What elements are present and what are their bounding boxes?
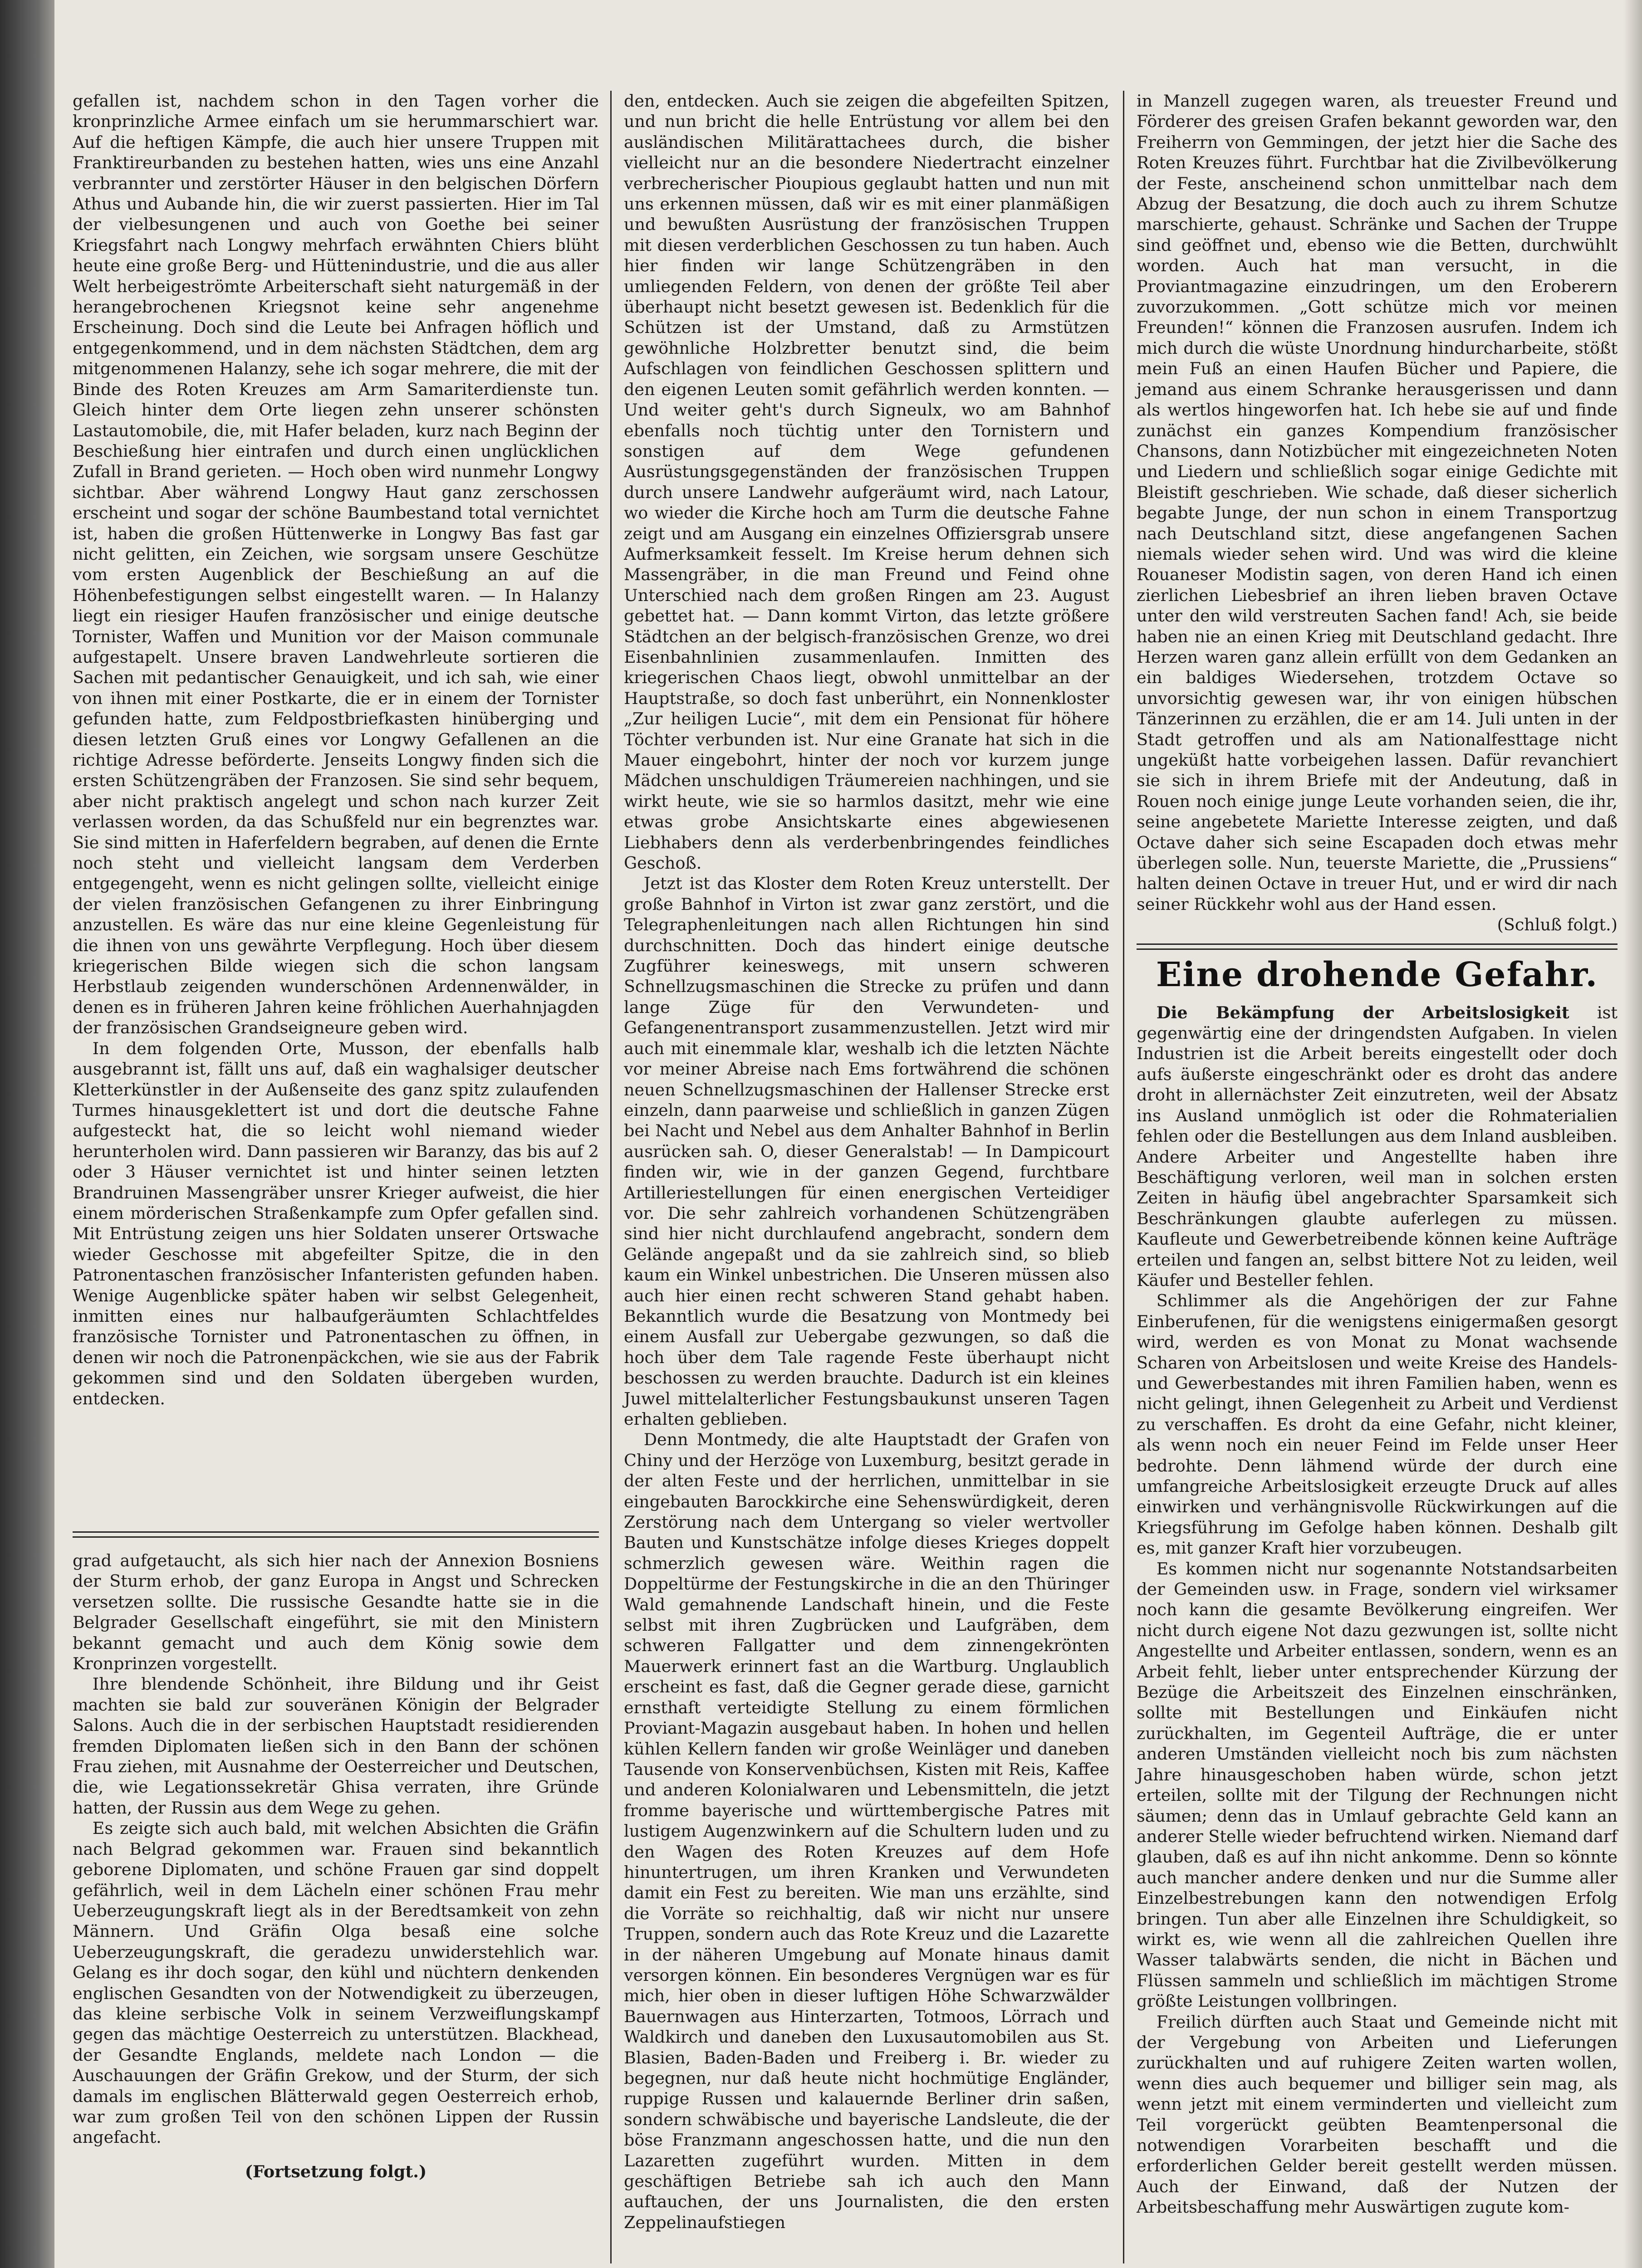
column-1-lower [73, 1550, 599, 2182]
column-divider [1123, 91, 1124, 2263]
col1-lower-paragraph: Es zeigte sich auch bald, mit welchen Absichten die Gräfin nach Belgrad gekommen war. Frauen sind bekanntlich geborene Diplomaten, und schöne Frauen gar sind doppelt gefährlich, weil in dem Lächeln einer schönen Frau mehr Ueberzeugungskraft liegt als in der Beredtsamkeit von zehn Männern. Und Gräfin Olga besaß eine solche Ueberzeugungskraft, die geradezu unwiderstehlich war. Gelang es ihr doch sogar, den kühl und nüchtern denkenden englischen Gesandten von der Notwendigkeit zu überzeugen, das kleine serbische Volk in seinem Verzweiflungskampf gegen das mächtige Oesterreich zu unterstützen. Blackhead, der Gesandte Englands, meldete nach London — die Auschauungen der Gräfin Grekow, und der Sturm, der sich damals im englischen Blätterwald gegen Oesterreich erhob, war zum großen Teil von den schönen Lippen der Russin angefacht. [73, 1818, 599, 2147]
col3-paragraph: in Manzell zugegen waren, als treuester Freund und Förderer des greisen Grafen bekannt geworden war, den Freiherrn von Gemmingen, der jetzt hier die Sache des Roten Kreuzes führt. Furchtbar hat die Zivilbevölkerung der Feste, anscheinend schon unmittelbar nach dem Abzug der Besatzung, die doch auch zu ihrem Schutze marschierte, gehaust. Schränke und Sachen der Truppe sind geöffnet und, ebenso wie die Betten, durchwühlt worden. Auch hat man versucht, in die Proviantmagazine einzudringen, um den Eroberern zuvorzukommen. „Gott schütze mich vor meinen Freunden!“ können die Franzosen ausrufen. Indem ich mich durch die wüste Unordnung hindurcharbeite, stößt mein Fuß an einen Haufen Bücher und Papiere, die jemand aus einem Schranke herausgerissen und dann als wertlos hingeworfen hat. Ich hebe sie auf und finde zunächst ein ganzes Kompendium französischer Chansons, dann Notizbücher mit eingezeichneten Noten und Liedern und schließlich sogar einige Gedichte mit Bleistift geschrieben. Wie schade, daß dieser sicherlich begabte Junge, der nun schon in einem Transportzug nach Deutschland sitzt, diese angefangenen Sachen niemals wieder sehen wird. Und was wird die kleine Rouaneser Modistin sagen, von deren Hand ich einen zierlichen Liebesbrief an ihren lieben braven Octave unter den wild verstreuten Sachen fand! Ach, sie beide haben nie an einen Krieg mit Deutschland gedacht. Ihre Herzen waren ganz allein erfüllt von dem Gedanken an ein baldiges Wiedersehen, trotzdem Octave so unvorsichtig gewesen war, ihr von einigen hübschen Tänzerinnen zu erzählen, die er am 14. Juli unten in der Stadt getroffen und als am Nationalfesttage nicht ungeküßt hatte vorbeigehen lassen. Dafür revanchiert sie sich in ihrem Briefe mit der Andeutung, daß in Rouen noch einige junge Leute vorhanden seien, die ihr, seine angebetete Mariette Interesse zeigten, und daß Octave daher sich seine Escapaden doch etwas mehr überlegen solle. Nun, teuerste Mariette, die „Prussiens“ halten deinen Octave in treuer Hut, und er wird dir nach seiner Rückkehr wohl aus der Hand essen. [1137, 91, 1617, 914]
article-lead-text: ist gegenwärtig eine der dringendsten Aufgaben. In vielen Industrien ist die Arbeit bereits eingestellt oder doch aufs äußerste eingeschränkt oder es droht das andere droht in allernächster Zeit einzutreten, weil der Absatz ins Ausland unmöglich ist oder die Rohmaterialien fehlen oder die Bestellungen aus dem Inland ausbleiben. Andere Arbeiter und Angestellte haben ihre Beschäftigung verloren, weil man in solchen ersten Zeiten in häufig übel angebrachter Sparsamkeit sich Beschränkungen glaubte auferlegen zu müssen. Kaufleute und Gewerbetreibende können keine Aufträge erteilen und fangen an, selbst bittere Not zu leiden, weil Käufer und Besteller fehlen. [1137, 1002, 1617, 1290]
schluss-note: (Schluß folgt.) [1497, 915, 1617, 935]
book-gutter [0, 0, 54, 2268]
col2-paragraph: den, entdecken. Auch sie zeigen die abgefeilten Spitzen, und nun bricht die helle Entrüstung vor allem bei den ausländischen Militärattachees durch, die bisher vielleicht nur an die besondere Niedertracht einzelner verbrecherischer Pioupious geglaubt hatten und nun mit uns erkennen müssen, daß wir es mit einer planmäßigen und bewußten Ausrüstung der französischen Truppen mit diesen verderblichen Geschossen zu tun haben. Auch hier finden wir lange Schützengräben in den umliegenden Feldern, von denen der größte Teil aber überhaupt nicht besetzt gewesen ist. Bedenklich für die Schützen ist der Umstand, daß zu Armstützen gewöhnliche Holzbretter benutzt sind, die beim Aufschlagen von feindlichen Geschossen splittern und den eigenen Leuten somit gefährlich werden konnten. — Und weiter geht's durch Signeulx, wo am Bahnhof ebenfalls noch tüchtig unter den Tornistern und sonstigen auf dem Wege gefundenen Ausrüstungsgegenständen der französischen Truppen durch unsere Landwehr aufgeräumt wird, nach Latour, wo wieder die Kirche hoch am Turm die deutsche Fahne zeigt und am Ausgang ein einzelnes Offiziersgrab unsere Aufmerksamkeit fesselt. Im Kreise herum dehnen sich Massengräber, in die man Freund und Feind ohne Unterschied nach dem großen Ringen am 23. August gebettet hat. — Dann kommt Virton, das letzte größere Städtchen an der belgisch-französischen Grenze, wo drei Eisenbahnlinien zusammenlaufen. Inmitten des kriegerischen Chaos liegt, obwohl unmittelbar an der Hauptstraße, so doch fast unberührt, ein Nonnenkloster „Zur heiligen Lucie“, mit dem ein Pensionat für höhere Töchter verbunden ist. Nur eine Granate hat sich in die Mauer eingebohrt, hinter der noch vor kurzem junge Mädchen unschuldigen Träumereien nachhingen, und sie wirkt heute, wie sie so harmlos dasitzt, mehr wie eine etwas grobe Ansichtskarte eines abgewiesenen Liebhabers denn als verderbenbringendes feindliches Geschoß. [624, 91, 1109, 873]
article-paragraph: Schlimmer als die Angehörigen der zur Fahne Einberufenen, für die wenigstens einigermaßen gesorgt wird, werden es von Monat zu Monat wachsende Scharen von Arbeitslosen und weite Kreise des Handels- und Gewerbestandes mit ihren Familien haben, wenn es nicht gelingt, ihnen Gelegenheit zu Arbeit und Verdienst zu verschaffen. Es droht da eine Gefahr, nicht kleiner, als wenn noch ein neuer Feind im Felde unser Heer bedrohte. Denn lähmend würde der durch eine umfangreiche Arbeitslosigkeit erzeugte Druck auf alles einwirken und verhängnisvolle Rückwirkungen auf die Kriegsführung im Gefolge haben können. Deshalb gilt es, mit ganzer Kraft hier vorzubeugen. [1137, 1291, 1617, 1558]
article-lead-bold: Die Bekämpfung der Arbeitslosigkeit [1156, 1002, 1569, 1022]
column-3 [1137, 91, 1617, 2218]
col1-paragraph: In dem folgenden Orte, Musson, der ebenfalls halb ausgebrannt ist, fällt uns auf, daß ein waghalsiger deutscher Kletterkünstler in der Außenseite des ganz spitz zulaufenden Turmes hinausgeklettert ist und dort die deutsche Fahne aufgesteckt hat, die so leicht wohl niemand wieder herunterholen wird. Dann passieren wir Baranzy, das bis auf 2 oder 3 Häuser vernichtet ist und hinter seinen letzten Brandruinen Massengräber unsrer Krieger aufweist, die hier einem mörderischen Straßenkampfe zum Opfer gefallen sind. Mit Entrüstung zeigen uns hier Soldaten unserer Ortswache wieder Geschosse mit abgefeilter Spitze, die in den Patronentaschen französischer Infanteristen gefunden haben. Wenige Augenblicke später haben wir selbst Gelegenheit, inmitten eines nur halbaufgeräumten Schlachtfeldes französische Tornister und Patronentaschen zu öffnen, in denen wir noch die Patronenpäckchen, wie sie aus der Fabrik gekommen sind und den Soldaten übergeben wurden, entdecken. [73, 1038, 599, 1408]
col1-paragraph: gefallen ist, nachdem schon in den Tagen vorher die kronprinzliche Armee einfach um sie herummarschiert war. Auf die heftigen Kämpfe, die auch hier unsere Truppen mit Franktireurbanden zu bestehen hatten, wies uns eine Anzahl verbrannter und zerstörter Häuser in den belgischen Dörfern Athus und Aubande hin, die wir zuerst passierten. Hier im Tal der vielbesungenen und auch von Goethe bei seiner Kriegsfahrt nach Longwy mehrfach erwähnten Chiers blüht heute eine große Berg- und Hüttenindustrie, und die aus aller Welt herbeigeströmte Arbeiterschaft sieht naturgemäß in der herangebrochenen Kriegsnot keine sehr angenehme Erscheinung. Doch sind die Leute bei Anfragen höflich und entgegenkommend, und in dem nächsten Städtchen, dem arg mitgenommenen Halanzy, sehe ich sogar mehrere, die mit der Binde des Roten Kreuzes am Arm Samariterdienste tun. Gleich hinter dem Orte liegen zehn unserer schönsten Lastautomobile, die, mit Hafer beladen, kurz nach Beginn der Beschießung hier eintrafen und durch einen unglücklichen Zufall in Brand gerieten. — Hoch oben wird nunmehr Longwy sichtbar. Aber während Longwy Haut ganz zerschossen erscheint und sogar der schöne Baumbestand total vernichtet ist, haben die großen Hüttenwerke in Longwy Bas fast gar nicht gelitten, ein Zeichen, wie sorgsam unsere Geschütze vom ersten Augenblick der Beschießung an auf die Höhenbefestigungen selbst eingestellt waren. — In Halanzy liegt ein riesiger Haufen französischer und einige deutsche Tornister, Waffen und Munition vor der Maison communale aufgestapelt. Unsere braven Landwehrleute sortieren die Sachen mit pedantischer Genauigkeit, und ich sah, wie einer von ihnen mit einer Postkarte, die er in einem der Tornister gefunden hatte, zum Feldpostbriefkasten hinüberging und diesen letzten Gruß eines vor Longwy Gefallenen an die richtige Adresse beförderte. Jenseits Longwy finden sich die ersten Schützengräben der Franzosen. Sie sind sehr bequem, aber nicht praktisch angelegt und schon nach kurzer Zeit verlassen worden, da das Schußfeld nur ein begrenztes war. Sie sind mitten in Haferfeldern begraben, auf denen die Ernte noch steht und vielleicht langsam dem Verderben entgegengeht, wenn es nicht gelingen sollte, vielleicht einige der vielen französischen Gefangenen zu ihrer Einbringung anzustellen. Es wäre das nur eine kleine Gegenleistung für die ihnen von uns gewährte Verpflegung. Hoch über diesem kriegerischen Bilde wiegen sich die schon langsam Herbstlaub zeigenden wunderschönen Ardennenwälder, in denen es in früheren Jahren keine fröhlichen Auerhahnjagden der französischen Grandseigneure geben wird. [73, 91, 599, 1038]
article-headline: Eine drohende Gefahr. [1156, 955, 1598, 994]
col1-lower-paragraph: grad aufgetaucht, als sich hier nach der Annexion Bosniens der Sturm erhob, der ganz Europa in Angst und Schrecken versetzen sollte. Die russische Gesandte hatte sie in die Belgrader Gesellschaft eingeführt, sie mit den Ministern bekannt gemacht und auch dem König sowie dem Kronprinzen vorgestellt. [73, 1551, 599, 1674]
page-edge-shadow [1624, 0, 1642, 2268]
col2-paragraph: Denn Montmedy, die alte Hauptstadt der Grafen von Chiny und der Herzöge von Luxemburg, besitzt gerade in der alten Feste und der herrlichen, unmittelbar in sie eingebauten Barockkirche eine Sehenswürdigkeit, deren Zerstörung nach dem Untergang so vieler wertvoller Bauten und Kunstschätze infolge dieses Krieges doppelt schmerzlich gewesen wäre. Weithin ragen die Doppeltürme der Festungskirche in die an den Thüringer Wald gemahnende Landschaft hinein, und die Feste selbst mit ihren Zugbrücken und Laufgräben, dem schweren Fallgatter und dem zinnengekrönten Mauerwerk erinnert fast an die Wartburg. Unglaublich erscheint es fast, daß die Gegner gerade diese, garnicht ernsthaft verteidigte Stellung zu einem förmlichen Proviant-Magazin ausgebaut haben. In hohen und hellen kühlen Kellern fanden wir große Weinläger und daneben Tausende von Konservenbüchsen, Kisten mit Reis, Kaffee und anderen Kolonialwaren und Lebensmitteln, die jetzt fromme bayerische und württembergische Patres mit lustigem Augenzwinkern auf die Schultern luden und zu den Wagen des Roten Kreuzes auf dem Hofe hinuntertrugen, um ihren Kranken und Verwundeten damit ein Fest zu bereiten. Wie man uns erzählte, sind die Vorräte so reichhaltig, daß wir nicht nur unsere Truppen, sondern auch das Rote Kreuz und die Lazarette in der näheren Umgebung auf Monate hinaus damit versorgen können. Ein besonderes Vergnügen war es für mich, hier oben in dieser luftigen Höhe Schwarzwälder Bauernwagen aus Hinterzarten, Totmoos, Lörrach und Waldkirch und daneben den Luxusautomobilen aus St. Blasien, Baden-Baden und Freiberg i. Br. wieder zu begegnen, nur daß heute nicht hochmütige Engländer, ruppige Russen und kalauernde Berliner drin saßen, sondern schwäbische und bayerische Landsleute, die der böse Franzmann angeschossen hatte, und die nun den Lazaretten zugeführt wurden. Mitten in dem geschäftigen Betriebe sah ich auch den Mann auftauchen, der uns Journalisten, die den ersten Zeppelinaufstiegen [624, 1430, 1109, 2232]
article-paragraph: Freilich dürften auch Staat und Gemeinde nicht mit der Vergebung von Arbeiten und Lieferungen zurückhalten und auf ruhigere Zeiten warten wollen, wenn dies auch bequemer und billiger sein mag, als wenn jetzt mit einem verminderten und vielleicht zum Teil vorgerückt geübten Beamtenpersonal die notwendigen Vorarbeiten beschafft und die erforderlichen Gelder bereit gestellt werden müssen. Auch der Einwand, daß der Nutzen der Arbeitsbeschaffung mehr Auswärtigen zugute kom- [1137, 2012, 1617, 2217]
article-paragraph: Es kommen nicht nur sogenannte Notstandsarbeiten der Gemeinden usw. in Frage, sondern viel wirksamer noch kann die gesamte Bevölkerung eingreifen. Wer nicht durch eigene Not dazu gezwungen ist, sollte nicht Angestellte und Arbeiter entlassen, sondern, wenn es an Arbeit fehlt, lieber unter entsprechender Kürzung der Bezüge die Arbeitszeit des Einzelnen einschränken, sollte mit Bestellungen und Einkäufen nicht zurückhalten, im Gegenteil Aufträge, die er unter anderen Umständen vielleicht noch bis zum nächsten Jahre hinausgeschoben haben würde, schon jetzt erteilen, sollte mit der Tilgung der Rechnungen nicht säumen; denn das in Umlauf gebrachte Geld kann an anderer Stelle wieder befruchtend wirken. Niemand darf glauben, daß es auf ihn nicht ankomme. Denn so könnte auch mancher andere denken und nur die Summe aller Einzelbestrebungen kann den notwendigen Erfolg bringen. Tun aber alle Einzelnen ihre Schuldigkeit, so wirkt es, wie wenn all die zahlreichen Quellen ihre Wasser talabwärts senden, die nicht in Bächen und Flüssen sammeln und schließlich im mächtigen Strome größte Leistungen vollbringen. [1137, 1559, 1617, 2011]
column-divider [610, 91, 612, 2263]
column-1 [73, 91, 599, 1409]
col1-lower-paragraph: Ihre blendende Schönheit, ihre Bildung und ihr Geist machten sie bald zur souveränen Königin der Belgrader Salons. Auch die in der serbischen Hauptstadt residierenden fremden Diplomaten ließen sich in den Bann der schönen Frau ziehen, mit Ausnahme der Oesterreicher und Deutschen, die, wie Legationssekretär Ghisa verraten, ihre Gründe hatten, der Russin aus dem Wege zu gehen. [73, 1674, 599, 1818]
column-2 [624, 91, 1109, 2233]
article-separator [1137, 943, 1617, 950]
col2-paragraph: Jetzt ist das Kloster dem Roten Kreuz unterstellt. Der große Bahnhof in Virton ist zwar ganz zerstört, und die Telegraphenleitungen nach allen Richtungen hin sind durchschnitten. Doch das hindert einige deutsche Zugführer keineswegs, mit unsern schweren Schnellzugsmaschinen die Strecke zu prüfen und dann lange Züge für den Verwundeten- und Gefangenentransport zusammenzustellen. Jetzt wird mir auch mit einemmale klar, weshalb ich die letzten Nächte vor meiner Abreise nach Ems fortwährend die schönen neuen Schnellzugsmaschinen der Hallenser Strecke erst einzeln, dann paarweise und schließlich in ganzen Zügen bei Nacht und Nebel aus dem Anhalter Bahnhof in Berlin ausrücken sah. O, dieser Generalstab! — In Dampicourt finden wir, wie in der ganzen Gegend, furchtbare Artilleriestellungen für einen energischen Verteidiger vor. Die sehr zahlreich vorhandenen Schützengräben sind hier nicht durchlaufend angebracht, sondern dem Gelände angepaßt und da sie zahlreich sind, so blieb kaum ein Winkel unbestrichen. Die Unseren müssen also auch hier einen recht schweren Stand gehabt haben. Bekanntlich wurde die Besatzung von Montmedy bei einem Ausfall zur Uebergabe gezwungen, so daß die hoch über dem Tale ragende Feste überhaupt nicht beschossen zu werden brauchte. Dadurch ist ein kleines Juwel mittelalterlicher Festungsbaukunst unseren Tagen erhalten geblieben. [624, 874, 1109, 1429]
column-1-separator [73, 1531, 599, 1538]
continuation-note: (Fortsetzung folgt.) [245, 2161, 427, 2181]
